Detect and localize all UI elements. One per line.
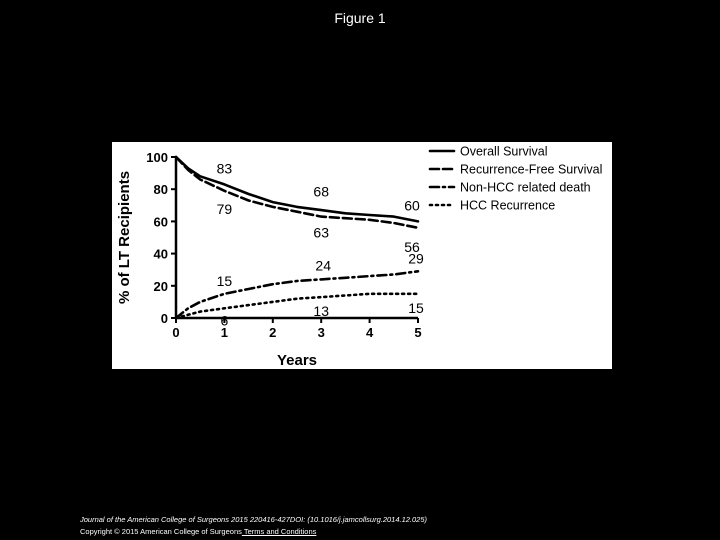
annotations bbox=[217, 160, 424, 328]
data-label: 56 bbox=[404, 238, 420, 255]
legend-label: Non-HCC related death bbox=[460, 180, 591, 195]
legend-label: HCC Recurrence bbox=[460, 198, 556, 213]
terms-and-conditions-link[interactable]: Terms and Conditions bbox=[241, 527, 317, 536]
copyright-line bbox=[80, 526, 427, 538]
x-tick-label: 2 bbox=[269, 325, 277, 340]
x-tick-label: 1 bbox=[220, 325, 229, 340]
data-label: 13 bbox=[313, 303, 329, 320]
data-label: 60 bbox=[404, 197, 420, 214]
survival-chart bbox=[112, 142, 612, 369]
copyright-text: Copyright © 2015 American College of Surgeons bbox=[80, 527, 242, 536]
data-label: 24 bbox=[315, 257, 331, 274]
legend-label: Recurrence-Free Survival bbox=[460, 162, 603, 177]
data-label: 79 bbox=[216, 200, 233, 217]
x-tick-label: 5 bbox=[414, 325, 422, 340]
data-label: 63 bbox=[313, 224, 329, 241]
figure-panel bbox=[112, 142, 612, 369]
citation-text: Journal of the American College of Surgeons 2015 220416-427DOI: (10.1016/j.jamcollsurg.2014.12.025) bbox=[80, 515, 428, 524]
legend bbox=[430, 145, 602, 213]
data-label: 29 bbox=[408, 250, 424, 267]
y-tick-label: 40 bbox=[153, 246, 168, 262]
y-axis-label: % of LT Recipients bbox=[116, 170, 133, 305]
data-label: 68 bbox=[313, 183, 329, 200]
y-tick-label: 20 bbox=[153, 278, 168, 294]
axes bbox=[116, 150, 422, 369]
data-label: 6 bbox=[220, 312, 229, 329]
data-label: 83 bbox=[216, 160, 233, 177]
data-label: 15 bbox=[408, 299, 424, 316]
x-tick-label: 0 bbox=[172, 325, 180, 340]
slide-title: Figure 1 bbox=[334, 10, 386, 26]
y-tick-label: 60 bbox=[153, 214, 168, 230]
legend-label: Overall Survival bbox=[460, 144, 548, 159]
x-tick-label: 4 bbox=[365, 325, 374, 340]
y-tick-label: 100 bbox=[146, 150, 168, 165]
y-tick-label: 0 bbox=[160, 311, 168, 326]
footer bbox=[80, 514, 427, 538]
x-tick-label: 3 bbox=[317, 325, 325, 340]
series-lines bbox=[176, 157, 418, 318]
data-label: 15 bbox=[216, 272, 233, 289]
series-line-1 bbox=[176, 157, 418, 228]
y-tick-label: 80 bbox=[153, 182, 168, 198]
x-axis-label: Years bbox=[276, 352, 318, 369]
